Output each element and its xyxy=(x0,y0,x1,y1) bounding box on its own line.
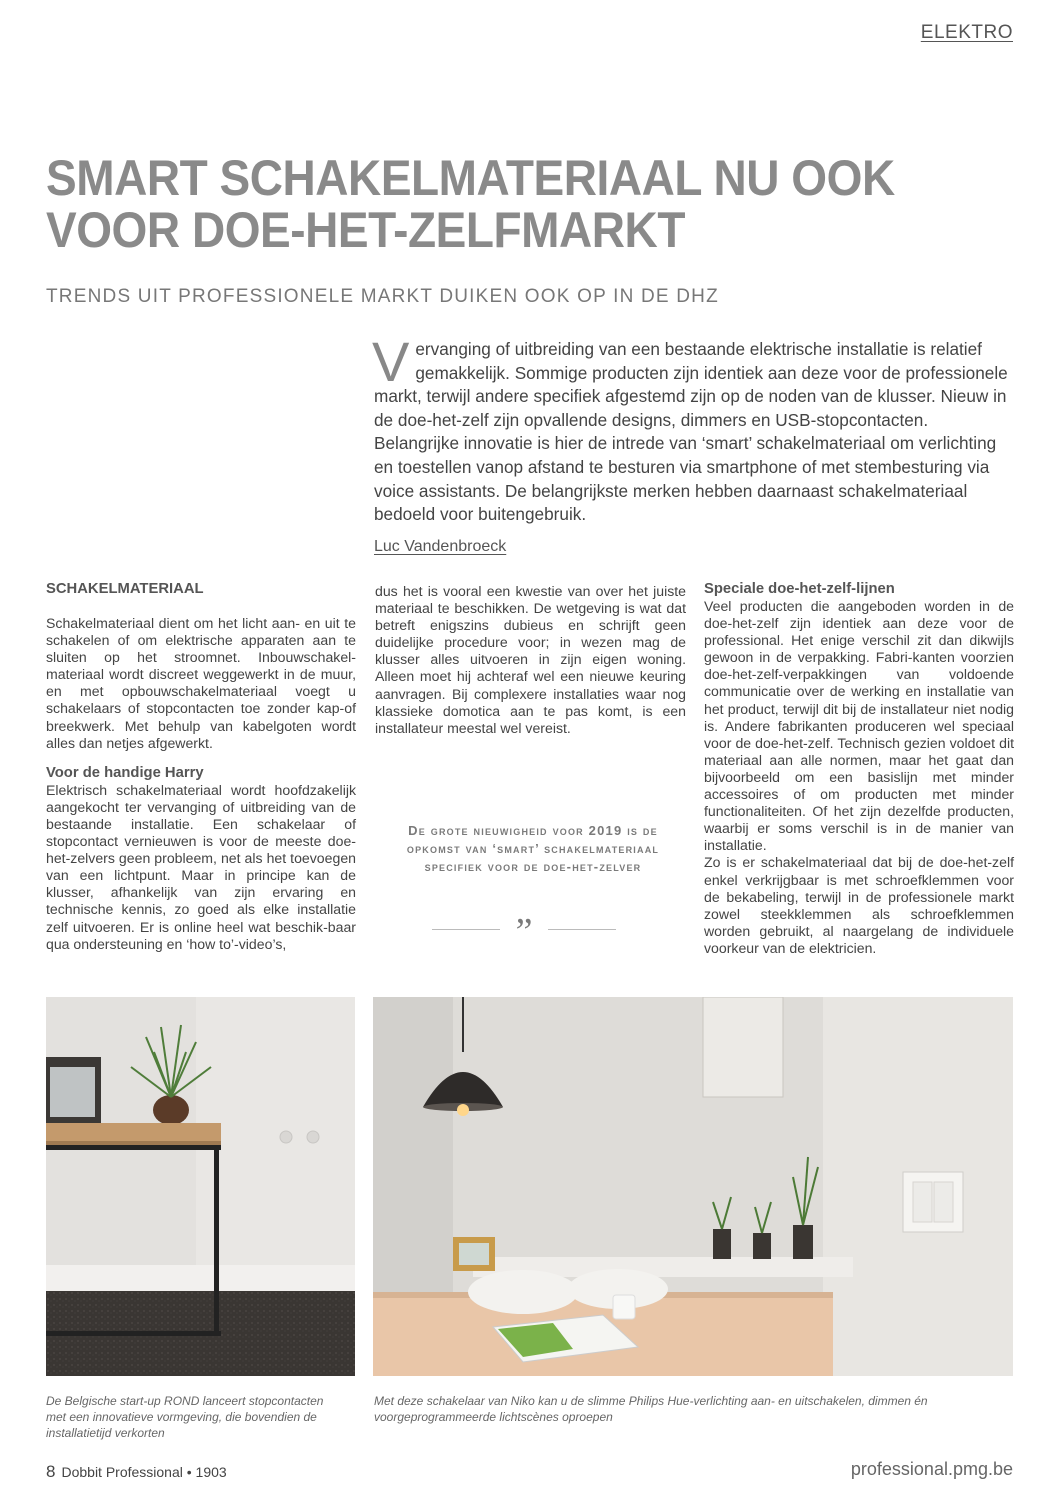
heading-speciale-lijnen: Speciale doe-het-zelf-lijnen xyxy=(704,581,895,597)
caption-left: De Belgische start-up ROND lanceert stopcontacten met een innovatieve vormgeving, die bovendien de installatietijd verkorten xyxy=(46,1394,324,1440)
heading-handige-harry: Voor de handige Harry xyxy=(46,764,204,781)
drop-cap: V xyxy=(372,330,410,393)
photo-niko-switch xyxy=(373,997,1013,1376)
page-number: 8 xyxy=(46,1462,56,1481)
column-3 xyxy=(704,580,1014,957)
divider-line-right xyxy=(548,929,616,930)
column-1 xyxy=(46,580,356,953)
intro-text: ervanging of uitbreiding van een bestaande elektrische installatie is relatief gemakkelijk. Sommige producten zijn identiek aan deze voor de professionele markt, terwijl andere specifiek afgestemd zijn op de noden van de klusser. Nieuw in de doe-het-zelf zijn opvallende designs, dimmers en USB-stopcontacten. Belangrijke innovatie is hier de intrede van ‘smart’ schakelmateriaal om verlichting en toestellen vanop afstand te besturen via smartphone of met stembesturing via voice assistants. De belangrijkste merken hebben daarnaast schakelmateriaal bedoeld voor buitengebruik. xyxy=(374,339,1008,525)
paragraph: Veel producten die aangeboden worden in de doe-het-zelf zijn identiek aan deze voor de professional. Het enige verschil zit dan dikwijls gewoon in de verpakking. Fabri-kanten voorzien doe-het-zelf-verpakkingen van voldoende communicatie over de werking en installatie van het product, terwijl dit bij de installateur niet nodig is. Andere fabrikanten produceren wel speciaal voor de doe-het-zelf. Technisch gezien voldoet dit materiaal aan alle normen, maar het gaat dan bijvoorbeeld om een basislijn met minder accessoires of om producten met minder functionaliteiten. Of het zijn dezelfde producten, waarbij er soms verschil is in de manier van installatie. xyxy=(704,598,1014,854)
divider-line-left xyxy=(432,929,500,930)
publication-name: Dobbit Professional • 1903 xyxy=(61,1464,227,1480)
paragraph: Elektrisch schakelmateriaal wordt hoofdzakelijk aangekocht ter vervanging of uitbreiding van de bestaande installatie. Een schakelaar of stopcontact vernieuwen is voor de meeste doe-het-zelvers geen probleem, net als het toevoegen van een lichtpunt. Maar in principe kan de klusser, afhankelijk van zijn ervaring en technische kennis, zo goed als elke installatie zelf uitvoeren. Er is online heel wat beschik-baar qua ondersteuning en ‘how to’-video’s, xyxy=(46,781,356,952)
section-tag: ELEKTRO xyxy=(920,22,1013,43)
title-line-1: SMART SCHAKELMATERIAAL NU OOK xyxy=(46,150,895,206)
footer-url[interactable]: professional.pmg.be xyxy=(850,1459,1013,1479)
footer-publication xyxy=(46,1462,227,1482)
pull-quote-divider xyxy=(432,911,616,953)
article-title xyxy=(46,152,929,256)
title-line-2: VOOR DOE-HET-ZELFMARKT xyxy=(46,202,685,258)
photo-niko-switch-illustration xyxy=(373,997,1013,1376)
column-2 xyxy=(375,583,686,737)
paragraph: Zo is er schakelmateriaal dat bij de doe-het-zelf enkel verkrijgbaar is met schroefklemmen voor de bekabeling, terwijl in de professionele markt zowel steekklemmen als schroefklemmen worden gebruikt, al naargelang de individuele voorkeur van de elektricien. xyxy=(704,854,1014,956)
paragraph: Schakelmateriaal dient om het licht aan- en uit te schakelen of om elektrische apparaten aan te sluiten op het stroomnet. Inbouwschakel-materiaal wordt discreet weggewerkt in de muur, en met opbouwschakelmateriaal voegt u schakelaars of stopcontacten toe zonder kap-of breekwerk. Met behulp van kabelgoten wordt alles dan netjes afgewerkt. xyxy=(46,615,356,751)
photo-rond-sockets-illustration xyxy=(46,997,355,1376)
author-name: Luc Vandenbroeck xyxy=(374,538,507,555)
photo-rond-sockets xyxy=(46,997,355,1376)
intro-paragraph xyxy=(372,330,1014,527)
heading-schakelmateriaal: SCHAKELMATERIAAL xyxy=(46,581,204,597)
article-subtitle: TRENDS UIT PROFESSIONELE MARKT DUIKEN OOK OP IN DE DHZ xyxy=(46,286,719,307)
pull-quote: De grote nieuwigheid voor 2019 is de opkomst van ‘smart’ schakelmateriaal specifiek voor de doe-het-zelver xyxy=(406,823,660,874)
caption-right: Met deze schakelaar van Niko kan u de slimme Philips Hue-verlichting aan- en uitschakelen, dimmen én voorgeprogrammeerde lichtscènes oproepen xyxy=(374,1394,928,1424)
quote-mark-icon: ” xyxy=(515,911,533,953)
paragraph: dus het is vooral een kwestie van over het juiste materiaal te beschikken. De wetgeving is wat dat betreft enigszins dubieus en schrijft geen duidelijke procedure voor; in wezen mag de klusser alles uitvoeren in zijn eigen woning. Alleen moet hij achteraf wel een nieuwe keuring aanvragen. Bij complexere installaties waar nog klassieke domotica aan te pas komt, is een installateur meestal wel vereist. xyxy=(375,583,686,736)
